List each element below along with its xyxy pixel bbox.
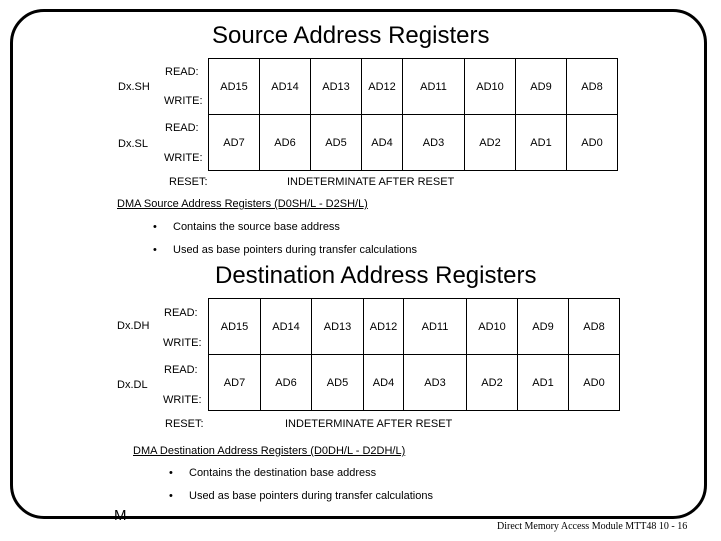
bullet-text: Used as base pointers during transfer calculations — [189, 490, 433, 502]
source-low-row — [209, 115, 618, 171]
bit-cell: AD4 — [364, 355, 404, 411]
bullet-glyph: • — [169, 490, 173, 502]
bit-cell: AD7 — [209, 115, 260, 171]
list-item — [153, 221, 340, 233]
bit-cell: AD10 — [465, 59, 516, 115]
bullet-text: Contains the destination base address — [189, 467, 377, 479]
source-low-read-label: READ: — [165, 122, 199, 134]
list-item — [153, 244, 417, 256]
page-footer: Direct Memory Access Module MTT48 10 - 16 — [497, 521, 688, 532]
dest-title: Destination Address Registers — [215, 262, 537, 289]
dest-reset-label: RESET: — [165, 418, 204, 430]
bit-cell: AD0 — [567, 115, 618, 171]
dest-high-row — [209, 299, 620, 355]
bit-cell: AD11 — [403, 59, 465, 115]
bit-cell: AD3 — [404, 355, 467, 411]
dest-low-reg-name: Dx.DL — [117, 379, 148, 391]
source-high-write-label: WRITE: — [164, 95, 203, 107]
dest-low-read-label: READ: — [164, 364, 198, 376]
bit-cell: AD15 — [209, 299, 261, 355]
dest-high-reg-name: Dx.DH — [117, 320, 150, 332]
dest-high-write-label: WRITE: — [163, 337, 202, 349]
bit-cell: AD6 — [260, 115, 311, 171]
bit-cell: AD8 — [569, 299, 620, 355]
bit-cell: AD13 — [311, 59, 362, 115]
source-high-row — [209, 59, 618, 115]
bit-cell: AD14 — [261, 299, 312, 355]
source-high-read-label: READ: — [165, 66, 199, 78]
bit-cell: AD6 — [261, 355, 312, 411]
bit-cell: AD4 — [362, 115, 403, 171]
dest-high-read-label: READ: — [164, 307, 198, 319]
source-registers-link[interactable]: DMA Source Address Registers (D0SH/L - D2SH/L) — [117, 198, 368, 210]
bit-cell: AD13 — [312, 299, 364, 355]
bit-cell: AD10 — [467, 299, 518, 355]
bit-cell: AD9 — [518, 299, 569, 355]
source-high-reg-name: Dx.SH — [118, 81, 150, 93]
source-register-table — [208, 58, 618, 171]
bullet-text: Contains the source base address — [173, 221, 340, 233]
source-title: Source Address Registers — [212, 22, 490, 49]
bit-cell: AD5 — [312, 355, 364, 411]
bit-cell: AD11 — [404, 299, 467, 355]
bit-cell: AD8 — [567, 59, 618, 115]
bit-cell: AD12 — [362, 59, 403, 115]
logo: M — [114, 507, 127, 524]
bit-cell: AD14 — [260, 59, 311, 115]
bit-cell: AD1 — [516, 115, 567, 171]
bit-cell: AD9 — [516, 59, 567, 115]
bit-cell: AD2 — [467, 355, 518, 411]
bullet-glyph: • — [153, 244, 157, 256]
dest-low-write-label: WRITE: — [163, 394, 202, 406]
dest-registers-link[interactable]: DMA Destination Address Registers (D0DH/L - D2DH/L) — [133, 445, 406, 457]
bit-cell: AD3 — [403, 115, 465, 171]
bullet-glyph: • — [169, 467, 173, 479]
source-low-write-label: WRITE: — [164, 152, 203, 164]
dest-reset-value: INDETERMINATE AFTER RESET — [285, 418, 453, 430]
bit-cell: AD0 — [569, 355, 620, 411]
bullet-glyph: • — [153, 221, 157, 233]
bullet-text: Used as base pointers during transfer calculations — [173, 244, 417, 256]
source-reset-value: INDETERMINATE AFTER RESET — [287, 176, 455, 188]
source-low-reg-name: Dx.SL — [118, 138, 148, 150]
source-reset-label: RESET: — [169, 176, 208, 188]
dest-low-row — [209, 355, 620, 411]
bit-cell: AD1 — [518, 355, 569, 411]
bit-cell: AD7 — [209, 355, 261, 411]
dest-register-table — [208, 298, 620, 411]
list-item — [169, 467, 376, 479]
bit-cell: AD5 — [311, 115, 362, 171]
bit-cell: AD2 — [465, 115, 516, 171]
bit-cell: AD15 — [209, 59, 260, 115]
list-item — [169, 490, 433, 502]
bit-cell: AD12 — [364, 299, 404, 355]
